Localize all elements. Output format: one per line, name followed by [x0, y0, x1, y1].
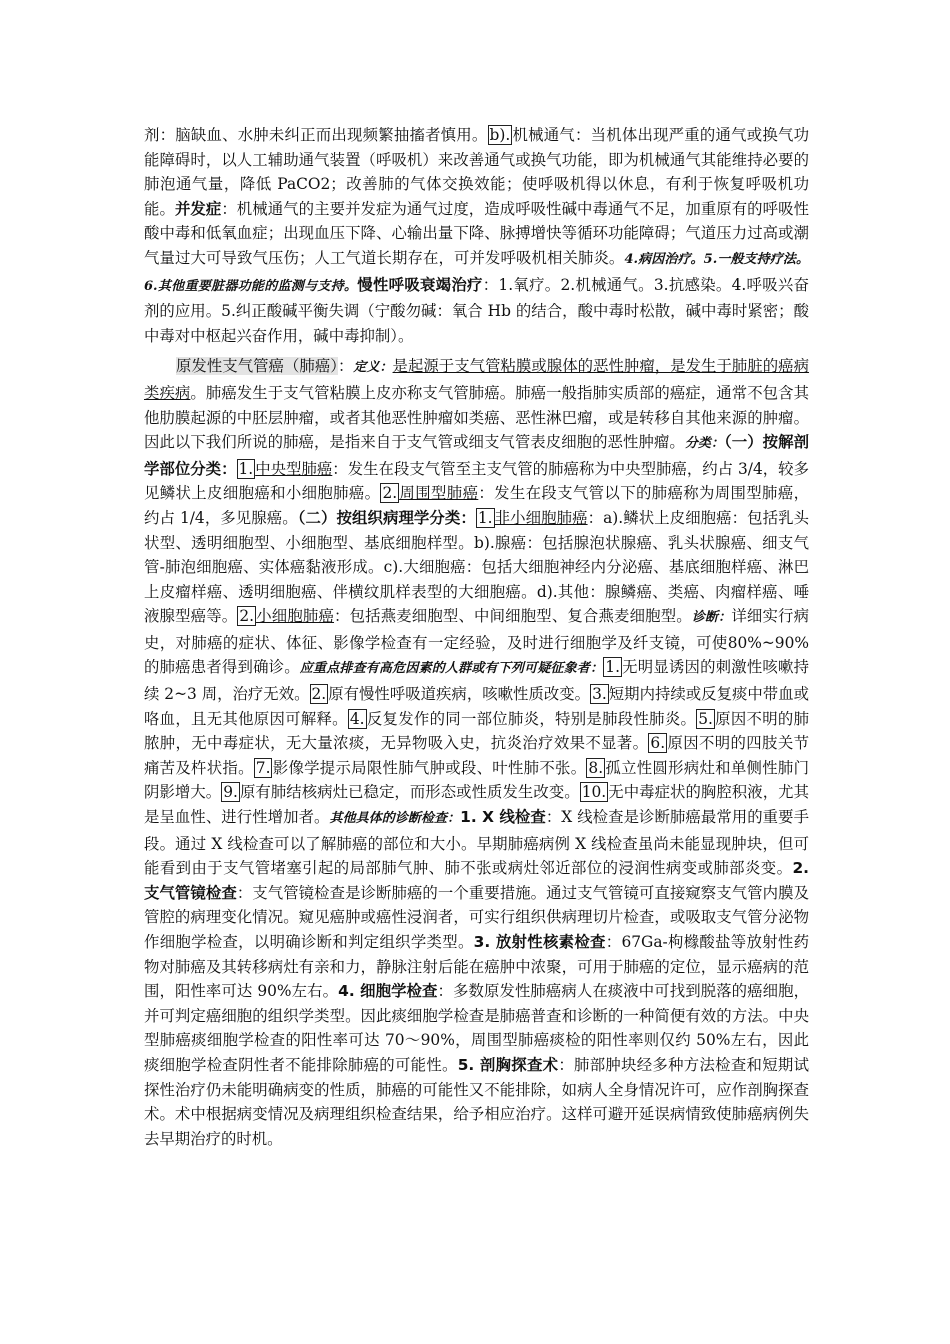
text-run: 5.: [698, 709, 713, 728]
text-run: 4. 细胞学检查: [338, 982, 438, 1001]
text-run: （一）按解剖学部位分类：: [144, 433, 809, 478]
text-run: 原有慢性呼吸道疾病，咳嗽性质改变。: [328, 685, 591, 704]
text-run: 剂：脑缺血、水肿未纠正而出现频繁抽搐者慎用。: [144, 126, 488, 144]
text-run: ：67Ga-枸橼酸盐等放射性药物对肺癌及其转移病灶有亲和力，静脉注射后能在癌肿中浓聚，可用于肺癌的定位，显示癌病的范围，阳性率可达 90%左右。: [144, 933, 809, 1001]
text-run: 并发症: [174, 199, 222, 218]
text-run: 非小细胞肺癌: [494, 508, 588, 527]
text-run: 原因不明的四肢关节痛苦及杵状指。: [144, 734, 809, 777]
text-run: ：发生在段支气管至主支气管的肺癌称为中央型肺癌，约占 3/4，较多见鳞状上皮细胞癌和小细胞肺癌。: [144, 459, 809, 503]
text-run: ：肺部肿块经多种方法检查和短期试探性治疗仍未能明确病变的性质，肺癌的可能性又不能排除，如病人全身情况许可，应作剖胸探查术。术中根据病变情况及病理组织检查结果，给予相应治疗。这样可避开延误病情致使肺癌病例失去早期治疗的时机。: [144, 1055, 809, 1148]
text-run: ：包括燕麦细胞型、中间细胞型、复合燕麦细胞型。: [334, 607, 692, 626]
document-body: [144, 123, 809, 1151]
text-run: 9.: [223, 783, 238, 802]
text-run: 8.: [588, 758, 604, 777]
text-run: ：支气管镜检查是诊断肺癌的一个重要措施。通过支气管镜可直接窥察支气管内膜及管腔的病理变化情况。窥见癌肿或癌性浸润者，可实行组织供病理切片检查，或吸取支气管分泌物作细胞学检查，以明确诊断和判定组织学类型。: [144, 883, 809, 951]
text-run: 1. X 线检查: [460, 808, 546, 827]
text-run: 3. 放射性核素检查: [473, 933, 606, 951]
text-run: ：1.氧疗。2.机械通气。3.抗感染。4.呼吸兴奋剂的应用。5.纠正酸碱平衡失调（宁酸勿碱：氧合 Hb 的结合，酸中毒时松散，碱中毒时紧密；酸中毒对中枢起兴奋作用，碱中毒抑制）。: [144, 275, 809, 345]
text-run: 反复发作的同一部位肺炎，特别是肺段性肺炎。: [366, 709, 697, 728]
text-run: ：: [337, 357, 354, 376]
text-run: 6.: [650, 734, 666, 753]
text-run: 2.: [239, 607, 255, 626]
text-run: 详细实行病史，对肺癌的症状、体征、影像学检查有一定经验，及时进行细胞学及纤支镜，可使80%~90%的肺癌患者得到确诊。: [144, 607, 809, 677]
text-run: 10.: [581, 783, 607, 802]
text-run: b).: [489, 126, 511, 144]
text-run: 其他具体的诊断检查：: [329, 811, 461, 827]
paragraph-respiratory-failure-treatment: [144, 123, 809, 348]
text-run: （二）按组织病理学分类：: [297, 508, 476, 527]
text-run: 2.: [382, 484, 398, 503]
text-run: 分类：: [684, 436, 725, 452]
text-run: ：多数原发性肺癌病人在痰液中可找到脱落的癌细胞，并可判定癌细胞的组织学类型。因此痰细胞学检查是肺癌普查和诊断的一种简便有效的方法。中央型肺癌痰细胞学检查的阳性率可达 70～90%，周围型肺癌痰检的阳性率则仅约 50%左右，因此痰细胞学检查阴性者不能排除肺癌的可能性。: [144, 982, 809, 1074]
text-run: 原因不明的肺脓肿，无中毒症状，无大量浓痰，无异物吸入史，抗炎治疗效果不显著。: [144, 709, 809, 753]
text-run: 原有肺结核病灶已稳定，而形态或性质发生改变。: [239, 783, 580, 802]
text-run: ：X 线检查是诊断肺癌最常用的重要手段。通过 X 线检查可以了解肺癌的部位和大小。早期肺癌病例 X 线检查虽尚未能显现肿块，但可能看到由于支气管堵塞引起的局部肺气肿、肺不张或病灶邻近部位的浸润性病变或肺部炎变。: [144, 808, 809, 878]
text-run: 4.: [349, 709, 365, 728]
text-run: 周围型肺癌: [399, 484, 479, 503]
text-run: 1.: [477, 508, 493, 527]
paragraph-lung-cancer: [144, 354, 809, 1151]
text-run: 1.: [605, 658, 620, 677]
text-run: 1.: [238, 459, 254, 478]
text-run: 孤立性圆形病灶和单侧性肺门阴影增大。: [144, 758, 809, 802]
text-run: ：a).鳞状上皮细胞癌：包括乳头状型、透明细胞型、小细胞型、基底细胞样型。b).腺癌：包括腺泡状腺癌、乳头状腺癌、细支气管-肺泡细胞癌、实体癌黏液形成。c).大细胞癌：包括大细胞神经内分泌癌、基底细胞样癌、淋巴上皮瘤样癌、透明细胞癌、伴横纹肌样表型的大细胞癌。d).其他：腺鳞癌、类癌、肉瘤样癌、唾液腺型癌等。: [144, 508, 809, 626]
text-run: 3.: [592, 685, 607, 704]
text-run: 中央型肺癌: [255, 459, 333, 478]
text-run: 7.: [255, 758, 271, 777]
text-run: 4.病因治疗。5.一般支持疗法。6.其他重要脏器功能的监测与支持。: [144, 251, 809, 294]
text-run: 2.: [311, 685, 327, 704]
text-run: 2. 支气管镜检查: [144, 859, 809, 902]
text-run: 机械通气：当机体出现严重的通气或换气功能障碍时，以人工辅助通气装置（呼吸机）来改善通气或换气功能，即为机械通气其能维持必要的肺泡通气量，降低 PaCO2；改善肺的气体交换效能；使呼吸机得以休息，有利于恢复呼吸机功能。: [144, 126, 809, 218]
text-run: 无中毒症状的胸腔积液，尤其是呈血性、进行性增加者。: [144, 783, 809, 827]
text-run: 定义：: [353, 360, 393, 376]
text-run: 影像学提示局限性肺气肿或段、叶性肺不张。: [272, 758, 587, 777]
text-run: 5. 剖胸探查术: [457, 1055, 559, 1074]
text-run: 诊断：: [691, 610, 732, 626]
text-run: 短期内持续或反复痰中带血或咯血，且无其他原因可解释。: [144, 685, 809, 728]
text-run: ：发生在段支气管以下的肺癌称为周围型肺癌，约占 1/4，多见腺癌。: [144, 484, 809, 527]
text-run: 是起源于支气管粘膜或腺体的恶性肿瘤，是发生于肺脏的癌病类疾病: [144, 357, 809, 402]
text-run: ：机械通气的主要并发症为通气过度，造成呼吸性碱中毒通气不足，加重原有的呼吸性酸中毒和低氧血症；出现血压下降、心输出量下降、脉搏增快等循环功能障碍；气道压力过高或潮气量过大可导致气压伤；人工气道长期存在，可并发呼吸机相关肺炎。: [144, 199, 809, 267]
text-run: 慢性呼吸衰竭治疗: [357, 275, 483, 294]
text-run: 无明显诱因的刺激性咳嗽持续 2~3 周，治疗无效。: [144, 658, 809, 704]
text-run: 原发性支气管癌（肺癌）: [176, 357, 338, 376]
text-run: 小细胞肺癌: [256, 607, 335, 626]
text-run: 。肺癌发生于支气管粘膜上皮亦称支气管肺癌。肺癌一般指肺实质部的癌症，通常不包含其他肋膜起源的中胚层肿瘤，或者其他恶性肿瘤如类癌、恶性淋巴瘤，或是转移自其他来源的肿瘤。因此以下我们所说的肺癌，是指来自于支气管或细支气管表皮细胞的恶性肿瘤。: [144, 383, 809, 452]
text-run: 应重点排查有高危因素的人群或有下列可疑征象者：: [299, 661, 604, 677]
